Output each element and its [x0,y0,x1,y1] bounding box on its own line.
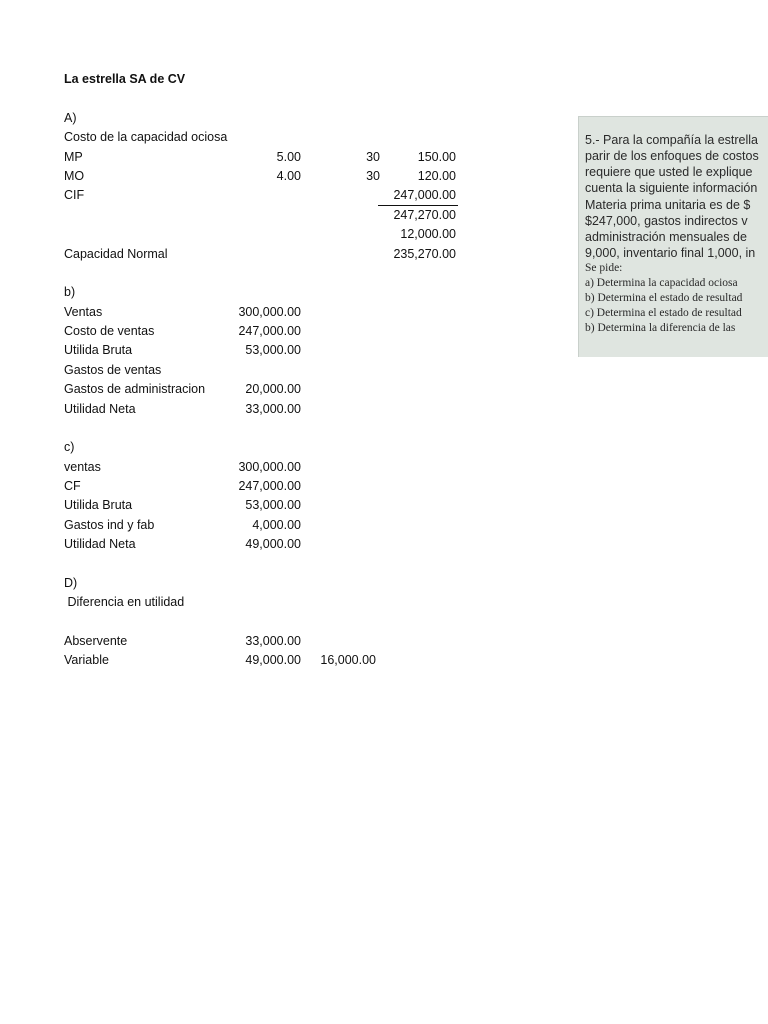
problem-line: 9,000, inventario final 1,000, in [585,246,756,260]
row-label: MO [64,169,85,183]
row-value: 49,000.00 [245,653,301,667]
problem-line: Se pide: [585,262,623,274]
amount: 120.00 [417,169,456,183]
row-value: 247,000.00 [238,324,301,338]
problem-line: b) Determina la diferencia de las [585,322,736,334]
row-value: 33,000.00 [245,402,301,416]
row-label: Gastos de administracion [64,382,206,396]
row-label: Ventas [64,305,103,319]
normal-capacity-label: Capacidad Normal [64,247,168,261]
problem-line: parir de los enfoques de costos [585,149,759,163]
section-b-row [0,400,768,419]
unit-cost: 5.00 [276,150,301,164]
problem-line: c) Determina el estado de resultad [585,307,742,319]
row-value: 247,000.00 [238,479,301,493]
row-label: Utilidad Neta [64,402,136,416]
problem-line: cuenta la siguiente información [585,181,758,195]
section-c-row [0,516,768,535]
section-c-row [0,477,768,496]
normal-capacity-value: 235,270.00 [393,247,456,261]
row-value: 20,000.00 [245,382,301,396]
problem-line: 5.- Para la compañía la estrella [585,133,759,147]
section-b-heading: b) [64,285,76,299]
section-c-row [0,458,768,477]
amount: 247,000.00 [393,188,456,202]
row-value: 300,000.00 [238,460,301,474]
section-b-row [0,361,768,380]
problem-line: Materia prima unitaria es de $ [585,198,751,212]
row-label: Variable [64,653,109,667]
row-value: 300,000.00 [238,305,301,319]
section-c-heading: c) [64,440,75,454]
section-c-row [0,496,768,515]
section-d-subheading-row [0,593,768,612]
row-label: CIF [64,188,85,202]
problem-statement-image [578,116,768,357]
section-b-row [0,380,768,399]
amount: 150.00 [417,150,456,164]
title-row [0,70,768,89]
section-d-subheading: Diferencia en utilidad [64,595,185,609]
unit-cost: 4.00 [276,169,301,183]
section-a-subheading: Costo de la capacidad ociosa [64,130,228,144]
section-a-heading: A) [64,111,77,125]
section-d-heading-row [0,574,768,593]
quantity: 30 [366,169,380,183]
row-label: Costo de ventas [64,324,155,338]
row-value: 4,000.00 [252,518,301,532]
page-title: La estrella SA de CV [64,72,186,86]
row-label: Gastos de ventas [64,363,162,377]
quantity: 30 [366,150,380,164]
problem-line: administración mensuales de [585,230,747,244]
section-d-heading: D) [64,576,78,590]
row-value: 33,000.00 [245,634,301,648]
section-d-row [0,632,768,651]
row-label: ventas [64,460,101,474]
less-value: 12,000.00 [400,227,456,241]
problem-line: a) Determina la capacidad ociosa [585,277,738,289]
difference-value: 16,000.00 [320,653,376,667]
row-label: CF [64,479,81,493]
section-c-row [0,535,768,554]
row-label: Utilidad Neta [64,537,136,551]
problem-line: b) Determina el estado de resultad [585,292,743,304]
row-label: MP [64,150,83,164]
row-value: 53,000.00 [245,343,301,357]
row-label: Abservente [64,634,128,648]
section-c-heading-row [0,438,768,457]
subtotal-value: 247,270.00 [393,208,456,222]
section-d-row [0,651,768,670]
row-label: Utilida Bruta [64,343,133,357]
row-label: Utilida Bruta [64,498,133,512]
row-value: 49,000.00 [245,537,301,551]
problem-line: requiere que usted le explique [585,165,753,179]
problem-line: $247,000, gastos indirectos v [585,214,748,228]
row-value: 53,000.00 [245,498,301,512]
row-label: Gastos ind y fab [64,518,155,532]
